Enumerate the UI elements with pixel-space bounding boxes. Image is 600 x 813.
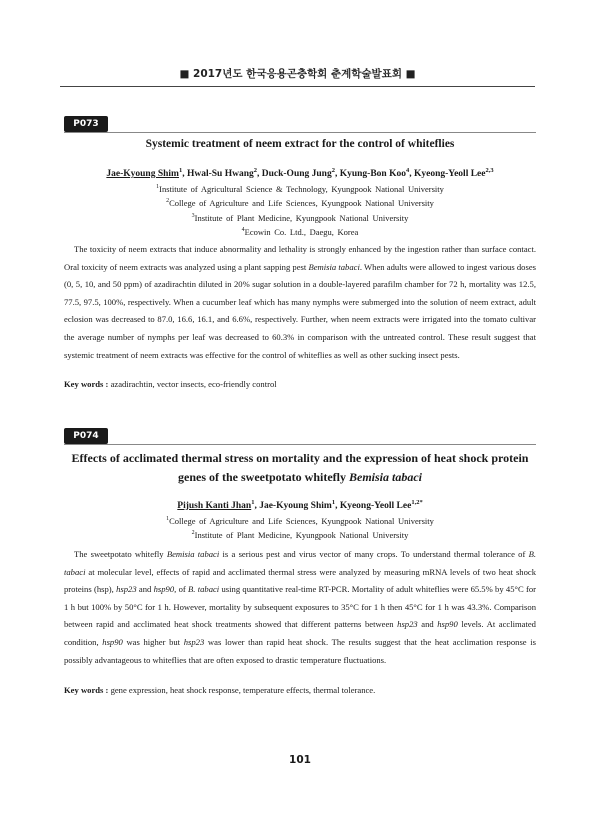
author-name: Kyeong-Yeoll Lee (413, 169, 486, 180)
affiliation-list (64, 181, 536, 238)
affiliation-line: $^2$College of Agriculture and Life Sciences, Kyungpook National University (166, 198, 434, 209)
author-name: Kyeong-Yeoll Lee (339, 501, 412, 512)
affiliation-line: $^1$Institute of Agricultural Science & Technology, Kyungpook National University (156, 183, 444, 194)
author-name: Kyung-Bon Koo (339, 169, 406, 180)
author-name: Jae-Kyoung Shim (259, 501, 332, 512)
keywords (64, 377, 536, 391)
affiliation-line: $^3$Institute of Plant Medicine, Kyungpook National University (191, 212, 409, 223)
author-name: Pijush Kanti Jhan (177, 501, 252, 512)
author-superscript: 2 (331, 167, 335, 174)
keywords-text: azadirachtin, vector insects, eco-friendly control (110, 379, 277, 389)
author-list: Jae-Kyoung Shim$^1$, Hwal-Su Hwang$^2$, Duck-Oung Jung$^2$, Kyung-Bon Koo$^4$, Kyeong-Yeoll Lee$^{2,3}$ (106, 167, 494, 180)
keywords (64, 683, 536, 697)
keywords-text: gene expression, heat shock response, temperature effects, thermal tolerance. (110, 685, 376, 695)
section-rule (64, 132, 536, 133)
affiliation-line: $^2$Institute of Plant Medicine, Kyungpook National University (191, 530, 409, 541)
header-rule (60, 86, 535, 87)
author-superscript: 4 (405, 167, 410, 174)
affiliation-list (64, 513, 536, 542)
abstract-id-badge: P073 (64, 116, 108, 132)
author-name: Duck-Oung Jung (261, 169, 332, 180)
author-superscript: 1,2* (411, 499, 423, 506)
author-list: Pijush Kanti Jhan$^1$, Jae-Kyoung Shim$^1$, Kyeong-Yeoll Lee$^{1,2*}$ (177, 499, 423, 512)
author-superscript: 2 (253, 167, 257, 174)
abstract-title: Systemic treatment of neem extract for the control of whiteflies (145, 138, 455, 150)
affiliation-line: $^4$Ecowin Co. Ltd., Daegu, Korea (241, 226, 359, 237)
running-header: ■ 2017년도 한국응용곤충학회 춘계학술발표회 ■ (179, 68, 416, 80)
author-name: Hwal-Su Hwang (186, 169, 254, 180)
abstract-body: The toxicity of neem extracts that induce abnormality and lethality is strongly enhanced by the ingestion rather than surface contact. Oral toxicity of neem extracts was analyzed using a plant sapping pest Bemisia tabaci. When adults were allowed to ingest various doses (0, 5, 10, and 50 ppm) of azadirachtin diluted in 20% sugar solution in a double-layered parafilm chamber for 72 h, mortality was 12.5, 77.5, 97.5, 100%, respectively. When a cucumber leaf which has many nymphs were submerged into the solution of neem extract, adult eclosion was decreased to 87.0, 16.6, 16.1, and 6.6%, respectively. Further, when neem extracts were irrigated into the tomato cultivar the average number of nymphs per leaf was decreased to 60.3% in comparison with the untreated control. These result suggest that systemic treatment of neem extracts was effective for the control of whiteflies as well as other sucking insect pests. (64, 244, 536, 360)
section-rule (64, 444, 536, 445)
author-superscript: 1 (251, 499, 255, 506)
affiliation-line: $^1$College of Agriculture and Life Sciences, Kyungpook National University (166, 515, 434, 526)
author-superscript: 1 (178, 167, 183, 174)
author-superscript: 2,3 (485, 167, 494, 174)
abstract-id-badge: P074 (64, 428, 108, 444)
abstract-title: Effects of acclimated thermal stress on mortality and the expression of heat shock protein genes of the sweetpotato whitefly Bemisia tabaci (71, 451, 529, 484)
abstract-body: The sweetpotato whitefly Bemisia tabaci is a serious pest and virus vector of many crops. To understand thermal tolerance of B. tabaci at molecular level, effects of rapid and acclimated thermal stress were analyzed by measuring mRNA levels of two heat shock proteins (hsp), hsp23 and hsp90, of B. tabaci using quantitative real-time RT-PCR. Mortality of adult whiteflies were 65.5% by 45°C for 1 h but 100% by 50°C for 1 h. However, mortality by subsequent exposures to 35°C for 1 h then 45°C for 1 h was 43.3%. Comparison between rapid and acclimated heat shock treatments showed that different patterns between hsp23 and hsp90 levels. At acclimated condition, hsp90 was higher but hsp23 was lower than rapid heat shock. The results suggest that the heat acclimation response is possibly advantageous to whiteflies that are often exposed to drastic temperature fluctuations. (64, 549, 536, 665)
author-superscript: 1 (331, 499, 336, 506)
keywords-label: Key words : (64, 379, 109, 389)
page-number: 101 (289, 754, 311, 766)
author-name: Jae-Kyoung Shim (106, 169, 179, 180)
keywords-label: Key words : (64, 685, 109, 695)
